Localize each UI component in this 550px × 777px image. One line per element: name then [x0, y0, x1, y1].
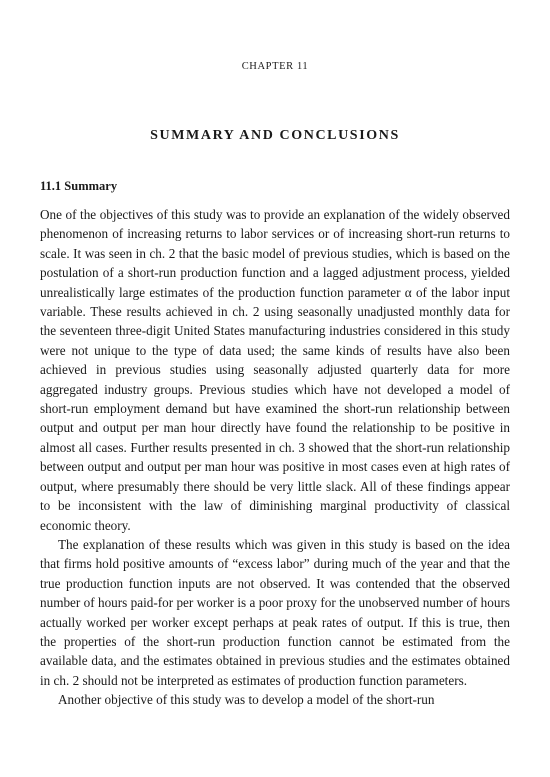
chapter-title: SUMMARY AND CONCLUSIONS [150, 128, 400, 143]
section-heading: 11.1 Summary [40, 179, 118, 193]
chapter-label: CHAPTER 11 [241, 61, 309, 72]
paragraph-1: One of the objectives of this study was to provide an explanation of the widely observed phenomenon of increasing returns to labor services or of increasing short-run returns to scale. It was seen in ch. 2 that the basic model of previous studies, which is based on the postulation of a short-run production function and a lagged adjustment process, yielded unrealistically large estimates of the production function parameter α of the labor input variable. These results achieved in ch. 2 using seasonally unadjusted monthly data for the seventeen three-digit United States manufacturing industries considered in this study were not unique to the type of data used; the same kinds of results have also been achieved in previous studies using seasonally adjusted quarterly data for more aggregated industry groups. Previous studies which have not developed a model of short-run employment demand but have examined the short-run relationship between output and output per man hour directly have found the relationship to be positive in almost all cases. Further results presented in ch. 3 showed that the short-run relationship between output and output per man hour was positive in most cases even at high rates of output, where presumably there should be very little slack. All of these findings appear to be inconsistent with the law of diminishing marginal productivity of classical economic theory. [40, 207, 510, 533]
body-text [40, 205, 510, 710]
paragraph-2: The explanation of these results which was given in this study is based on the idea that firms hold positive amounts of “excess labor” during much of the year and that the true production function inputs are not observed. It was contended that the observed number of hours paid-for per worker is a poor proxy for the unobserved number of hours actually worked per worker except perhaps at peak rates of output. If this is true, then the properties of the short-run production function cannot be estimated from the available data, and the estimates obtained in previous studies and the estimates obtained in ch. 2 should not be interpreted as estimates of production function parameters. [40, 536, 510, 688]
paragraph-3: Another objective of this study was to develop a model of the short-run [58, 692, 435, 708]
